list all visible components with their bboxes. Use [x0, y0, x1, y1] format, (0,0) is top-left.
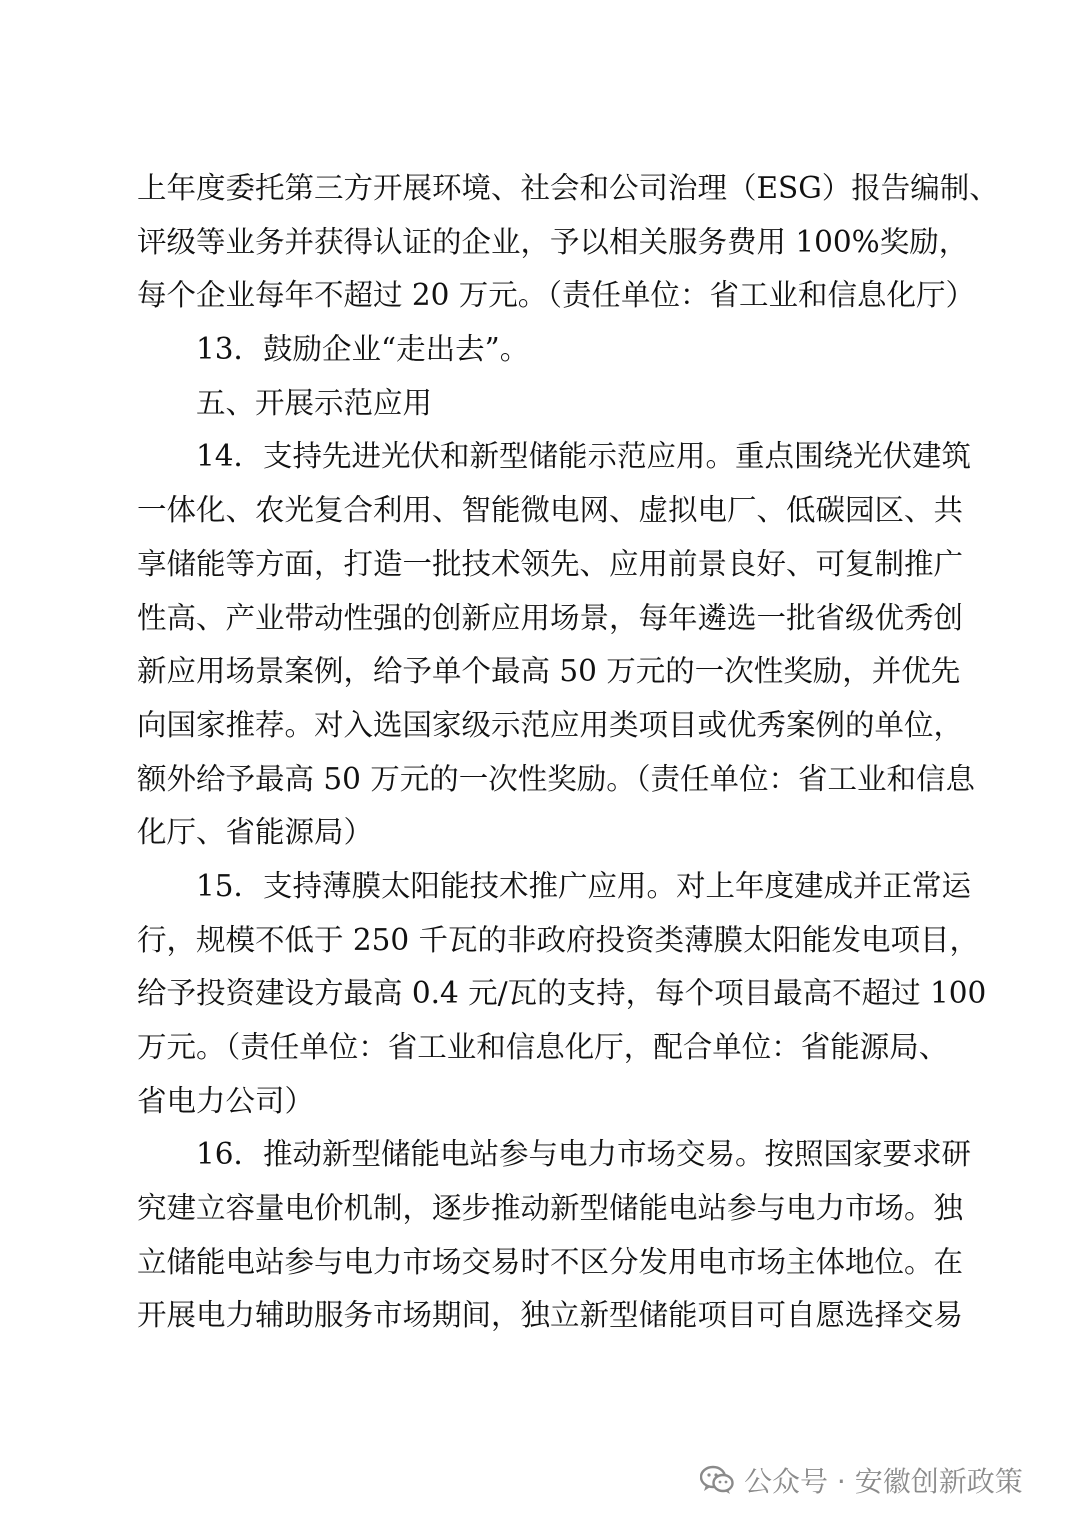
paragraph-line: 新应用场景案例，给予单个最高 50 万元的一次性奖励，并优先: [137, 654, 961, 689]
paragraph-line: 享储能等方面，打造一批技术领先、应用前景良好、可复制推广: [137, 546, 964, 581]
paragraph-line: 给予投资建设方最高 0.4 元/瓦的支持，每个项目最高不超过 100: [137, 976, 987, 1011]
paragraph-line: 究建立容量电价机制，逐步推动新型储能电站参与电力市场。独: [137, 1191, 964, 1226]
paragraph-line: 立储能电站参与电力市场交易时不区分发用电市场主体地位。在: [137, 1244, 964, 1279]
watermark: [700, 1460, 1023, 1500]
section-heading: 五、开展示范应用: [196, 385, 433, 420]
paragraph-line: 每个企业每年不超过 20 万元。（责任单位：省工业和信息化厅）: [137, 278, 976, 313]
item-heading-15: 15．支持薄膜太阳能技术推广应用。对上年度建成并正常运: [196, 868, 972, 903]
document-body: [137, 162, 999, 1343]
wechat-icon: [700, 1465, 734, 1495]
paragraph-line: 行，规模不低于 250 千瓦的非政府投资类薄膜太阳能发电项目，: [137, 922, 980, 957]
item-heading-16: 16．推动新型储能电站参与电力市场交易。按照国家要求研: [196, 1137, 972, 1172]
paragraph-line: 万元。（责任单位：省工业和信息化厅，配合单位：省能源局、: [137, 1030, 949, 1064]
paragraph-line: 化厅、省能源局）: [137, 815, 374, 850]
paragraph-line: 额外给予最高 50 万元的一次性奖励。（责任单位：省工业和信息: [137, 761, 976, 796]
paragraph-line: 评级等业务并获得认证的企业，予以相关服务费用 100%奖励，: [137, 224, 969, 259]
item-heading-14: 14．支持先进光伏和新型储能示范应用。重点围绕光伏建筑: [196, 439, 972, 474]
paragraph-line: 省电力公司）: [137, 1083, 315, 1118]
paragraph-line: 上年度委托第三方开展环境、社会和公司治理（ESG）报告编制、: [137, 171, 999, 205]
paragraph-line: 一体化、农光复合利用、智能微电网、虚拟电厂、低碳园区、共: [137, 493, 964, 528]
item-heading-13: 13．鼓励企业“走出去”。: [196, 332, 530, 367]
watermark-text: 公众号 · 安徽创新政策: [744, 1465, 1023, 1498]
paragraph-line: 向国家推荐。对入选国家级示范应用类项目或优秀案例的单位，: [137, 707, 964, 742]
paragraph-line: 开展电力辅助服务市场期间，独立新型储能项目可自愿选择交易: [137, 1298, 964, 1333]
paragraph-line: 性高、产业带动性强的创新应用场景，每年遴选一批省级优秀创: [137, 600, 964, 635]
